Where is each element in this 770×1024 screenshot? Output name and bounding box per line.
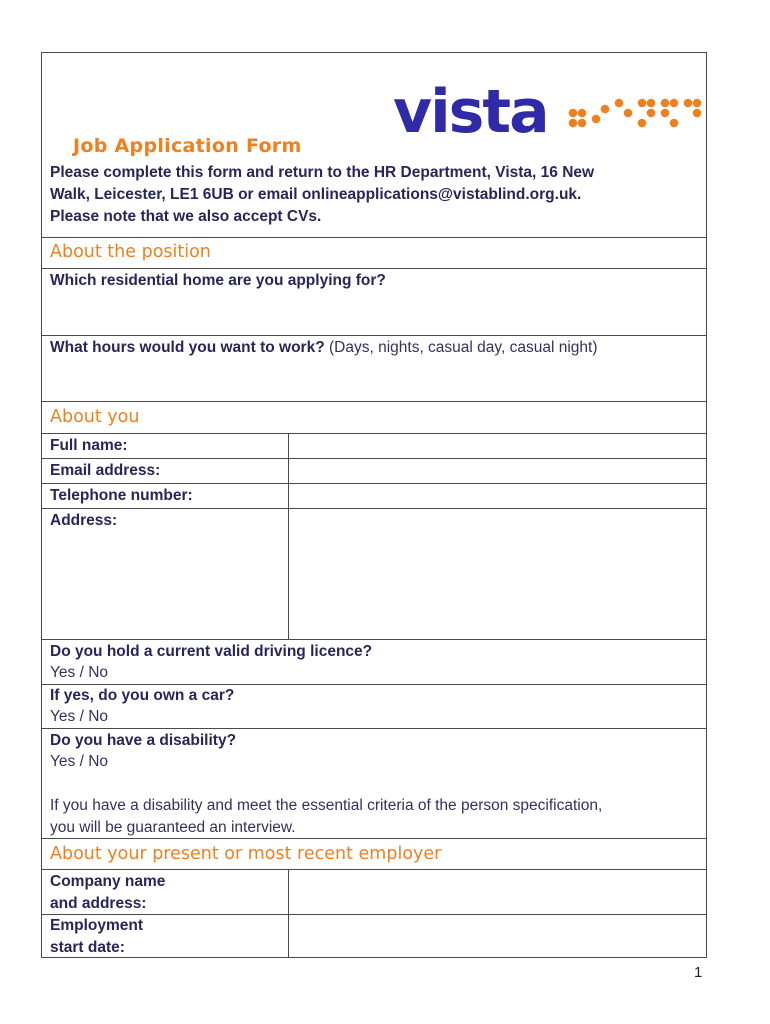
braille-dot <box>638 119 647 128</box>
driving-licence-options[interactable]: Yes / No <box>50 664 109 681</box>
address-label: Address: <box>50 512 118 529</box>
email-label: Email address: <box>50 462 161 479</box>
disability-note-line-2: you will be guaranteed an interview. <box>50 819 296 836</box>
divider <box>41 335 707 336</box>
braille-dot <box>578 109 587 118</box>
section-about-you: About you <box>50 407 140 427</box>
intro-line-3: Please note that we also accept CVs. <box>50 208 322 225</box>
braille-dot <box>670 99 679 108</box>
page-number: 1 <box>694 964 703 981</box>
full-name-label: Full name: <box>50 437 128 454</box>
braille-dot <box>684 99 693 108</box>
braille-dot <box>569 119 578 128</box>
braille-dot <box>693 99 702 108</box>
working-hours-label: What hours would you want to work? <box>50 339 325 356</box>
company-field[interactable] <box>290 870 706 913</box>
braille-dot <box>569 109 578 118</box>
own-car-options[interactable]: Yes / No <box>50 708 109 725</box>
braille-dot <box>661 109 670 118</box>
braille-dot <box>693 109 702 118</box>
braille-dot <box>592 115 601 124</box>
residential-home-answer-field[interactable] <box>42 292 706 334</box>
braille-dot <box>601 105 610 114</box>
disability-question: Do you have a disability? <box>50 732 237 749</box>
divider <box>41 401 707 402</box>
vista-logo <box>393 80 703 140</box>
start-date-field[interactable] <box>290 915 706 957</box>
divider <box>41 838 707 839</box>
braille-dot <box>638 99 647 108</box>
intro-line-2: Walk, Leicester, LE1 6UB or email onlineapplications@vistablind.org.uk. <box>50 186 582 203</box>
divider <box>41 728 707 729</box>
column-divider <box>288 433 289 639</box>
own-car-question: If yes, do you own a car? <box>50 687 235 704</box>
telephone-field[interactable] <box>290 484 706 507</box>
vista-wordmark: vista <box>393 80 548 140</box>
braille-dot <box>670 119 679 128</box>
braille-dot <box>647 109 656 118</box>
company-label-line-2: and address: <box>50 895 147 912</box>
working-hours-question <box>50 337 598 359</box>
braille-dot <box>578 119 587 128</box>
company-label-line-1: Company name <box>50 873 166 890</box>
telephone-label: Telephone number: <box>50 487 193 504</box>
disability-note-line-1: If you have a disability and meet the essential criteria of the person specification, <box>50 797 603 814</box>
braille-dot <box>615 99 624 108</box>
section-employer: About your present or most recent employer <box>50 844 442 864</box>
email-field[interactable] <box>290 459 706 482</box>
working-hours-answer-field[interactable] <box>42 360 706 400</box>
divider <box>41 639 707 640</box>
start-date-label-line-1: Employment <box>50 917 144 934</box>
start-date-label-line-2: start date: <box>50 939 125 956</box>
braille-dot <box>661 99 670 108</box>
form-title: Job Application Form <box>73 135 302 157</box>
intro-line-1: Please complete this form and return to the HR Department, Vista, 16 New <box>50 164 595 181</box>
driving-licence-question: Do you hold a current valid driving licence? <box>50 643 373 660</box>
full-name-field[interactable] <box>290 434 706 457</box>
divider <box>41 268 707 269</box>
braille-dot <box>624 109 633 118</box>
section-about-position: About the position <box>50 242 211 262</box>
braille-dot <box>647 99 656 108</box>
working-hours-hint: (Days, nights, casual day, casual night) <box>329 339 598 356</box>
disability-options[interactable]: Yes / No <box>50 753 109 770</box>
residential-home-question: Which residential home are you applying for? <box>50 272 386 289</box>
address-field[interactable] <box>290 509 706 638</box>
